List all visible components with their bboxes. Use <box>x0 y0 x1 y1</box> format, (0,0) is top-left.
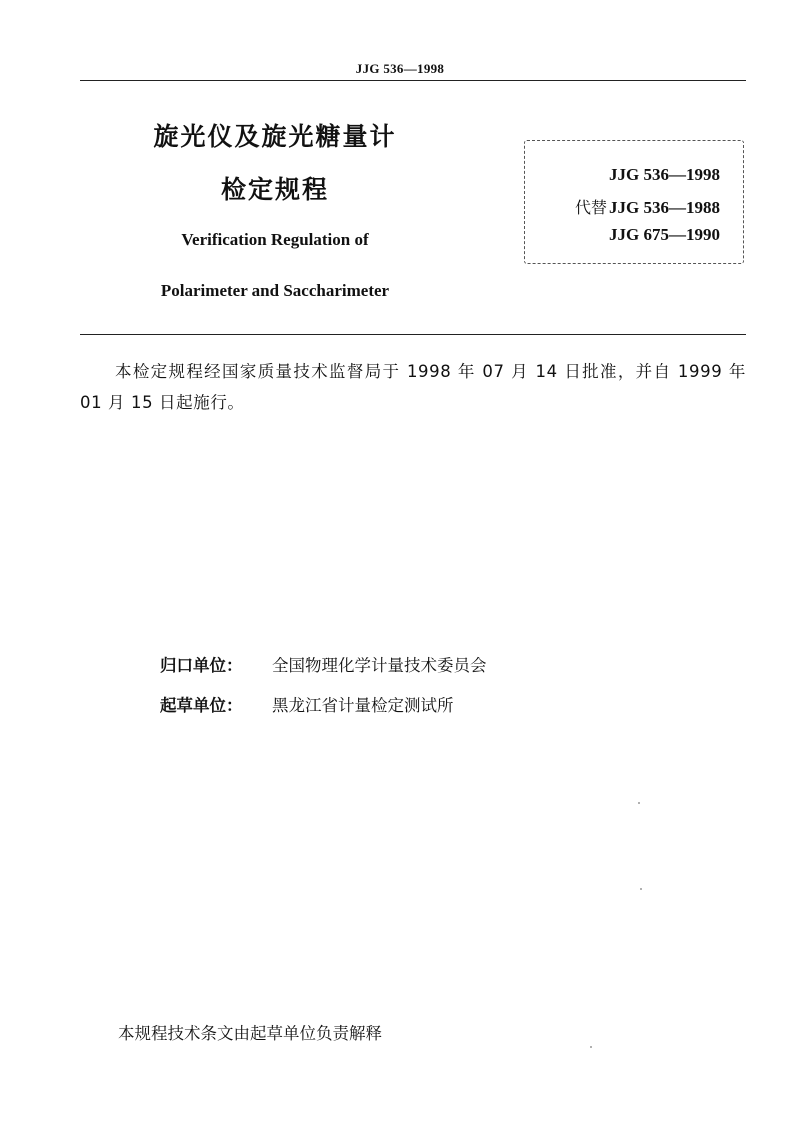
responsible-unit-row <box>160 652 487 676</box>
responsible-unit-label: 归口单位： <box>160 656 243 675</box>
replaced-standard-code-2: JJG 675—1990 <box>609 225 720 244</box>
replace-prefix: 代替 <box>575 198 608 217</box>
title-chinese-line1: 旋光仪及旋光糖量计 <box>153 122 397 151</box>
current-standard-code: JJG 536—1998 <box>609 165 720 184</box>
responsible-unit-value: 全国物理化学计量技术委员会 <box>272 656 487 675</box>
header-rule <box>80 80 746 81</box>
title-english-line1: Verification Regulation of <box>181 230 369 249</box>
section-rule <box>80 334 746 335</box>
title-chinese-line2: 检定规程 <box>220 175 329 204</box>
replaced-code-value-1: JJG 536—1988 <box>609 198 720 217</box>
replaced-standard-code-1 <box>524 195 720 218</box>
drafting-unit-value: 黑龙江省计量检定测试所 <box>272 696 454 715</box>
scan-speck <box>638 802 640 804</box>
scan-speck <box>590 1046 592 1048</box>
scan-speck <box>640 888 642 890</box>
interpretation-note: 本规程技术条文由起草单位负责解释 <box>118 1024 382 1043</box>
title-english-line2: Polarimeter and Saccharimeter <box>160 281 390 300</box>
drafting-unit-label: 起草单位： <box>160 696 243 715</box>
running-header-code: JJG 536—1998 <box>355 61 445 76</box>
drafting-unit-row <box>160 692 454 716</box>
approval-statement: 本检定规程经国家质量技术监督局于 1998 年 07 月 14 日批准，并自 1999 年 01 月 15 日起施行。 <box>80 362 746 412</box>
